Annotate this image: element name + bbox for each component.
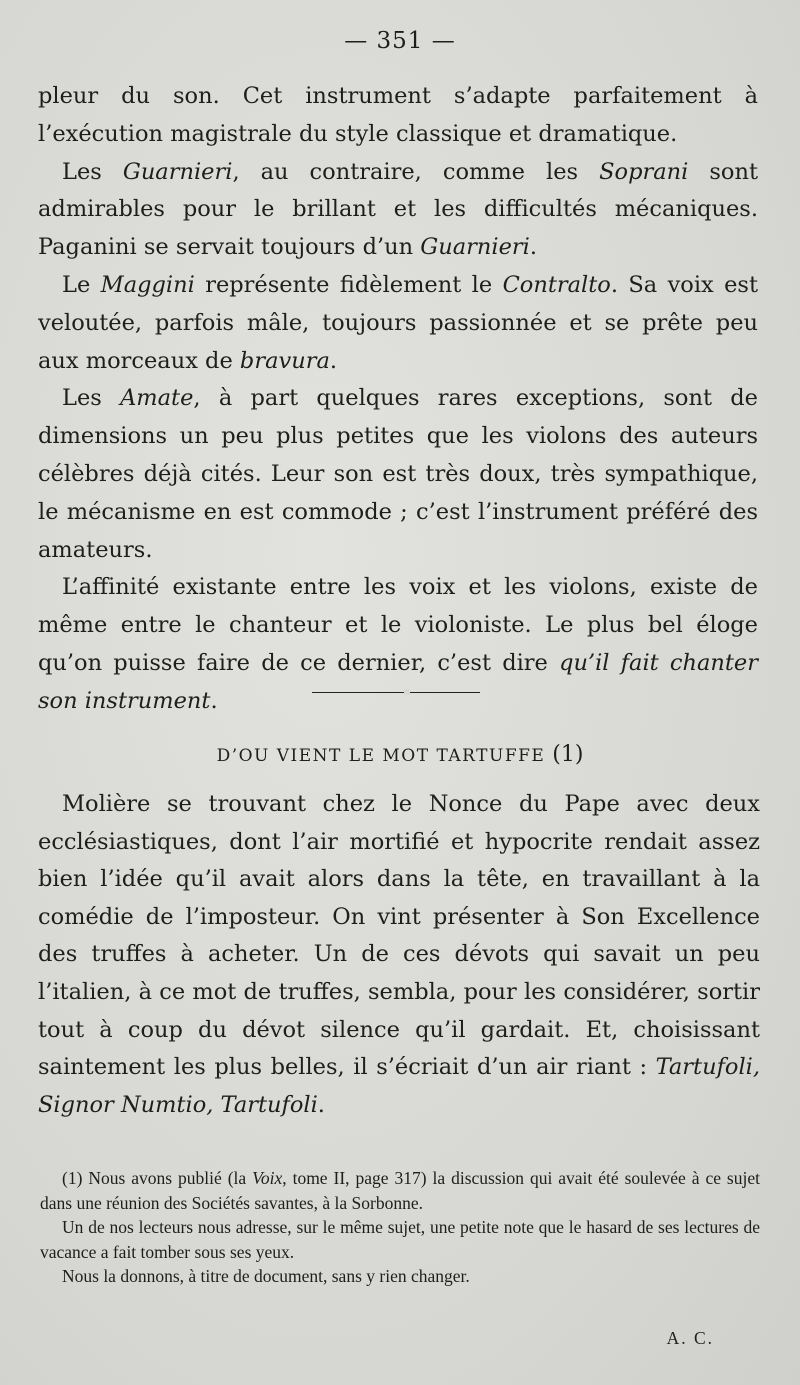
signature: A. C. — [666, 1328, 714, 1348]
violin-text-block — [38, 78, 758, 721]
paragraph-1: pleur du son. Cet instrument s’adapte parfaitement à l’exécution magistrale du style classique et dramatique. — [38, 83, 758, 147]
paragraph-5: L’affinité existante entre les voix et les violons, existe de même entre le chanteur et le violoniste. Le plus bel éloge qu’on puisse faire de ce dernier, c’est dire qu’il fait chanter son instrument. — [38, 574, 758, 714]
footnote-marker: (1) — [552, 742, 584, 767]
tartuffe-text-block — [38, 786, 760, 1124]
paragraph-3: Le Maggini représente fidèlement le Contralto. Sa voix est veloutée, parfois mâle, toujours passionnée et se prête peu aux morceaux de bravura. — [38, 271, 759, 374]
footnote-2: Un de nos lecteurs nous adresse, sur le même sujet, une petite note que le hasard de ses lectures de vacance a fait tomber sous ses yeux. — [40, 1217, 760, 1262]
paragraph-2: Les Guarnieri, au contraire, comme les Soprani sont admirables pour le brillant et les difficultés mécaniques. Paganini se servait toujours d’un Guarnieri. — [38, 158, 758, 261]
footnotes — [40, 1166, 760, 1289]
footnote-1: (1) Nous avons publié (la Voix, tome II, page 317) la discussion qui avait été soulevée à ce sujet dans une réunion des Sociétés savantes, à la Sorbonne. — [40, 1168, 760, 1213]
paragraph-6: Molière se trouvant chez le Nonce du Pape avec deux ecclésiastiques, dont l’air mortifié et hypocrite rendait assez bien l’idée qu’il avait alors dans la tête, en travaillant à la comédie de l’imposteur. On vint présenter à Son Excellence des truffes à acheter. Un de ces dévots qui savait un peu l’italien, à ce mot de truffes, sembla, pour les considérer, sortir tout à coup du dévot silence qu’il gardait. Et, choisissant saintement les plus belles, il s’écriait d’un air riant : Tartufoli, Signor Numtio, Tartufoli. — [38, 791, 760, 1118]
section-divider — [312, 692, 480, 693]
page-number: — 351 — — [344, 28, 456, 54]
footnote-3: Nous la donnons, à titre de document, sans y rien changer. — [62, 1266, 470, 1287]
paragraph-4: Les Amate, à part quelques rares exceptions, sont de dimensions un peu plus petites que les violons des auteurs célèbres déjà cités. Leur son est très doux, très sympathique, le mécanisme en est commode ; c’est l’instrument préféré des amateurs. — [38, 385, 758, 563]
section-heading: D’OU VIENT LE MOT TARTUFFE (1) — [216, 742, 584, 767]
